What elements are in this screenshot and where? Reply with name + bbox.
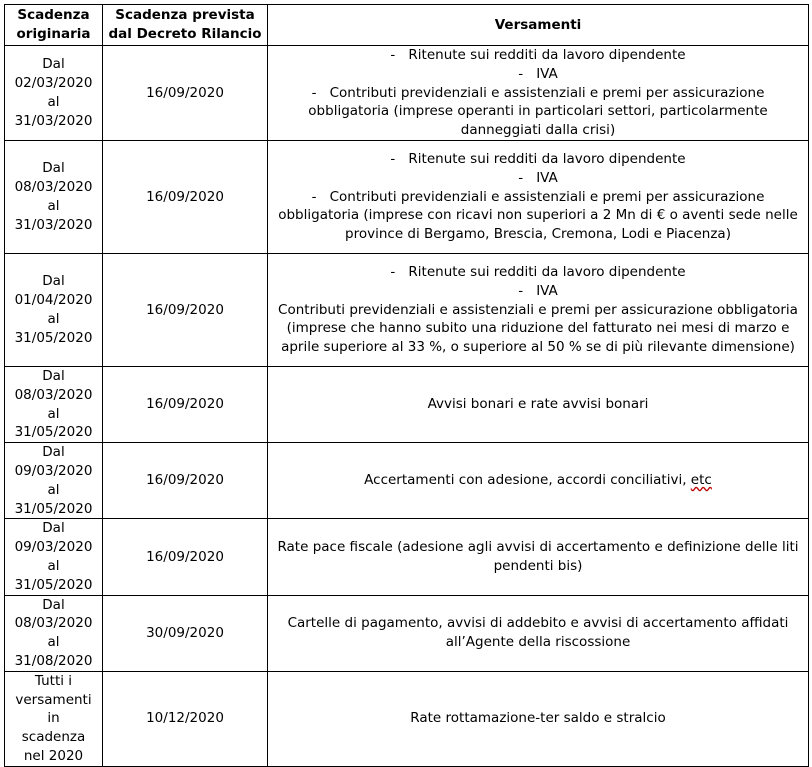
payments-cell	[268, 366, 809, 442]
original-deadline-line: Dal	[42, 367, 65, 384]
payment-text: Contributi previdenziali e assistenziali e premi per assicurazione obbligatoria (imprese operanti in particolari settori, particolarmente danneggiati dalla crisi)	[308, 84, 768, 139]
original-deadline-line: Dal	[42, 520, 65, 537]
bullet-dash: -	[518, 169, 524, 186]
payment-item	[272, 614, 804, 652]
table-row	[5, 366, 809, 442]
original-deadline-cell	[5, 595, 103, 671]
payment-text: Ritenute sui redditi da lavoro dipendente	[408, 150, 686, 167]
bullet-dash: -	[390, 263, 396, 280]
original-deadline-cell	[5, 519, 103, 595]
payments-cell	[268, 519, 809, 595]
bullet-dash: -	[311, 84, 317, 101]
original-deadline-line: 31/05/2020	[14, 576, 93, 593]
new-deadline-cell: 10/12/2020	[103, 671, 268, 766]
original-deadline-line: Dal	[42, 596, 65, 613]
original-deadline-line: al	[47, 93, 60, 110]
payment-text: Accertamenti con adesione, accordi conciliativi,	[364, 472, 691, 489]
payment-text: Contributi previdenziali e assistenziali e premi per assicurazione obbligatoria (imprese che hanno subito una riduzione del fatturato nei mesi di marzo e aprile superiore al 33 %, o superiore al 50 % se di più rilevante dimensione)	[278, 301, 798, 356]
table-row	[5, 519, 809, 595]
original-deadline-cell	[5, 140, 103, 253]
header-payments: Versamenti	[268, 5, 809, 46]
original-deadline-line: in	[47, 710, 60, 727]
original-deadline-line: 31/08/2020	[14, 652, 93, 669]
original-deadline-line: 31/03/2020	[14, 216, 93, 233]
original-deadline-cell	[5, 46, 103, 141]
original-deadline-line: al	[47, 197, 60, 214]
new-deadline-cell: 16/09/2020	[103, 140, 268, 253]
payment-text: Ritenute sui redditi da lavoro dipendente	[408, 263, 686, 280]
original-deadline-line: 09/03/2020	[14, 539, 93, 556]
bullet-dash: -	[518, 282, 524, 299]
table-row	[5, 46, 809, 141]
payment-item	[272, 709, 804, 728]
original-deadline-line: al	[47, 405, 60, 422]
original-deadline-line: 09/03/2020	[14, 462, 93, 479]
original-deadline-line: versamenti	[15, 691, 92, 708]
original-deadline-cell	[5, 443, 103, 519]
payment-text: IVA	[536, 282, 558, 299]
payment-item	[272, 538, 804, 576]
bullet-dash: -	[518, 65, 524, 82]
table-row	[5, 443, 809, 519]
original-deadline-line: 01/04/2020	[14, 292, 93, 309]
new-deadline-cell: 16/09/2020	[103, 253, 268, 366]
original-deadline-line: 31/05/2020	[14, 424, 93, 441]
payment-item	[272, 188, 804, 244]
new-deadline-cell: 16/09/2020	[103, 443, 268, 519]
payments-cell	[268, 140, 809, 253]
original-deadline-cell	[5, 671, 103, 766]
original-deadline-cell	[5, 366, 103, 442]
original-deadline-line: al	[47, 310, 60, 327]
payment-item	[272, 282, 804, 301]
bullet-dash: -	[311, 188, 317, 205]
payment-text: IVA	[536, 169, 558, 186]
payment-text: Cartelle di pagamento, avvisi di addebito e avvisi di accertamento affidati all’Agente della riscossione	[287, 615, 789, 651]
deadlines-table	[4, 4, 809, 767]
original-deadline-line: scadenza	[21, 729, 86, 746]
table-row	[5, 253, 809, 366]
original-deadline-line: Tutti i	[34, 672, 73, 689]
payment-item	[272, 150, 804, 169]
payment-text: Rate rottamazione-ter saldo e stralcio	[410, 710, 666, 727]
payment-text: IVA	[536, 65, 558, 82]
payment-text: Contributi previdenziali e assistenziali e premi per assicurazione obbligatoria (imprese con ricavi non superiori a 2 Mn di € o aventi sede nelle province di Bergamo, Brescia, Cremona, Lodi e Piacenza)	[278, 188, 798, 243]
payments-cell	[268, 595, 809, 671]
original-deadline-line: 31/03/2020	[14, 112, 93, 129]
header-original-deadline: Scadenza originaria	[5, 5, 103, 46]
table-row	[5, 671, 809, 766]
payment-text: Avvisi bonari e rate avvisi bonari	[427, 396, 649, 413]
payment-item	[272, 471, 804, 490]
original-deadline-line: al	[47, 481, 60, 498]
original-deadline-line: 08/03/2020	[14, 615, 93, 632]
payments-cell	[268, 671, 809, 766]
original-deadline-line: Dal	[42, 273, 65, 290]
payment-item	[272, 169, 804, 188]
new-deadline-cell: 16/09/2020	[103, 46, 268, 141]
header-row	[5, 5, 809, 46]
payment-text: Ritenute sui redditi da lavoro dipendente	[408, 47, 686, 63]
payment-item	[272, 65, 804, 84]
original-deadline-line: 08/03/2020	[14, 386, 93, 403]
table-row	[5, 140, 809, 253]
payment-item	[272, 301, 804, 357]
bullet-dash: -	[390, 47, 396, 63]
new-deadline-cell: 16/09/2020	[103, 519, 268, 595]
payments-cell	[268, 253, 809, 366]
original-deadline-line: Dal	[42, 160, 65, 177]
table-row	[5, 595, 809, 671]
bullet-dash: -	[390, 150, 396, 167]
original-deadline-line: 08/03/2020	[14, 179, 93, 196]
payments-cell	[268, 46, 809, 141]
payment-item	[272, 263, 804, 282]
spellcheck-word: etc	[690, 472, 712, 489]
original-deadline-line: nel 2020	[23, 747, 84, 764]
original-deadline-line: al	[47, 557, 60, 574]
payment-text: Rate pace fiscale (adesione agli avvisi di accertamento e definizione delle liti pendenti bis)	[277, 539, 799, 574]
payment-item	[272, 84, 804, 140]
original-deadline-line: 02/03/2020	[14, 75, 93, 92]
header-new-deadline: Scadenza prevista dal Decreto Rilancio	[103, 5, 268, 46]
original-deadline-line: Dal	[42, 56, 65, 73]
payments-cell	[268, 443, 809, 519]
original-deadline-line: al	[47, 634, 60, 651]
new-deadline-cell: 16/09/2020	[103, 366, 268, 442]
original-deadline-line: 31/05/2020	[14, 500, 93, 517]
original-deadline-cell	[5, 253, 103, 366]
payment-item	[272, 395, 804, 414]
payment-item	[272, 46, 804, 65]
original-deadline-line: 31/05/2020	[14, 329, 93, 346]
table-body	[5, 46, 809, 767]
new-deadline-cell: 30/09/2020	[103, 595, 268, 671]
original-deadline-line: Dal	[42, 444, 65, 461]
